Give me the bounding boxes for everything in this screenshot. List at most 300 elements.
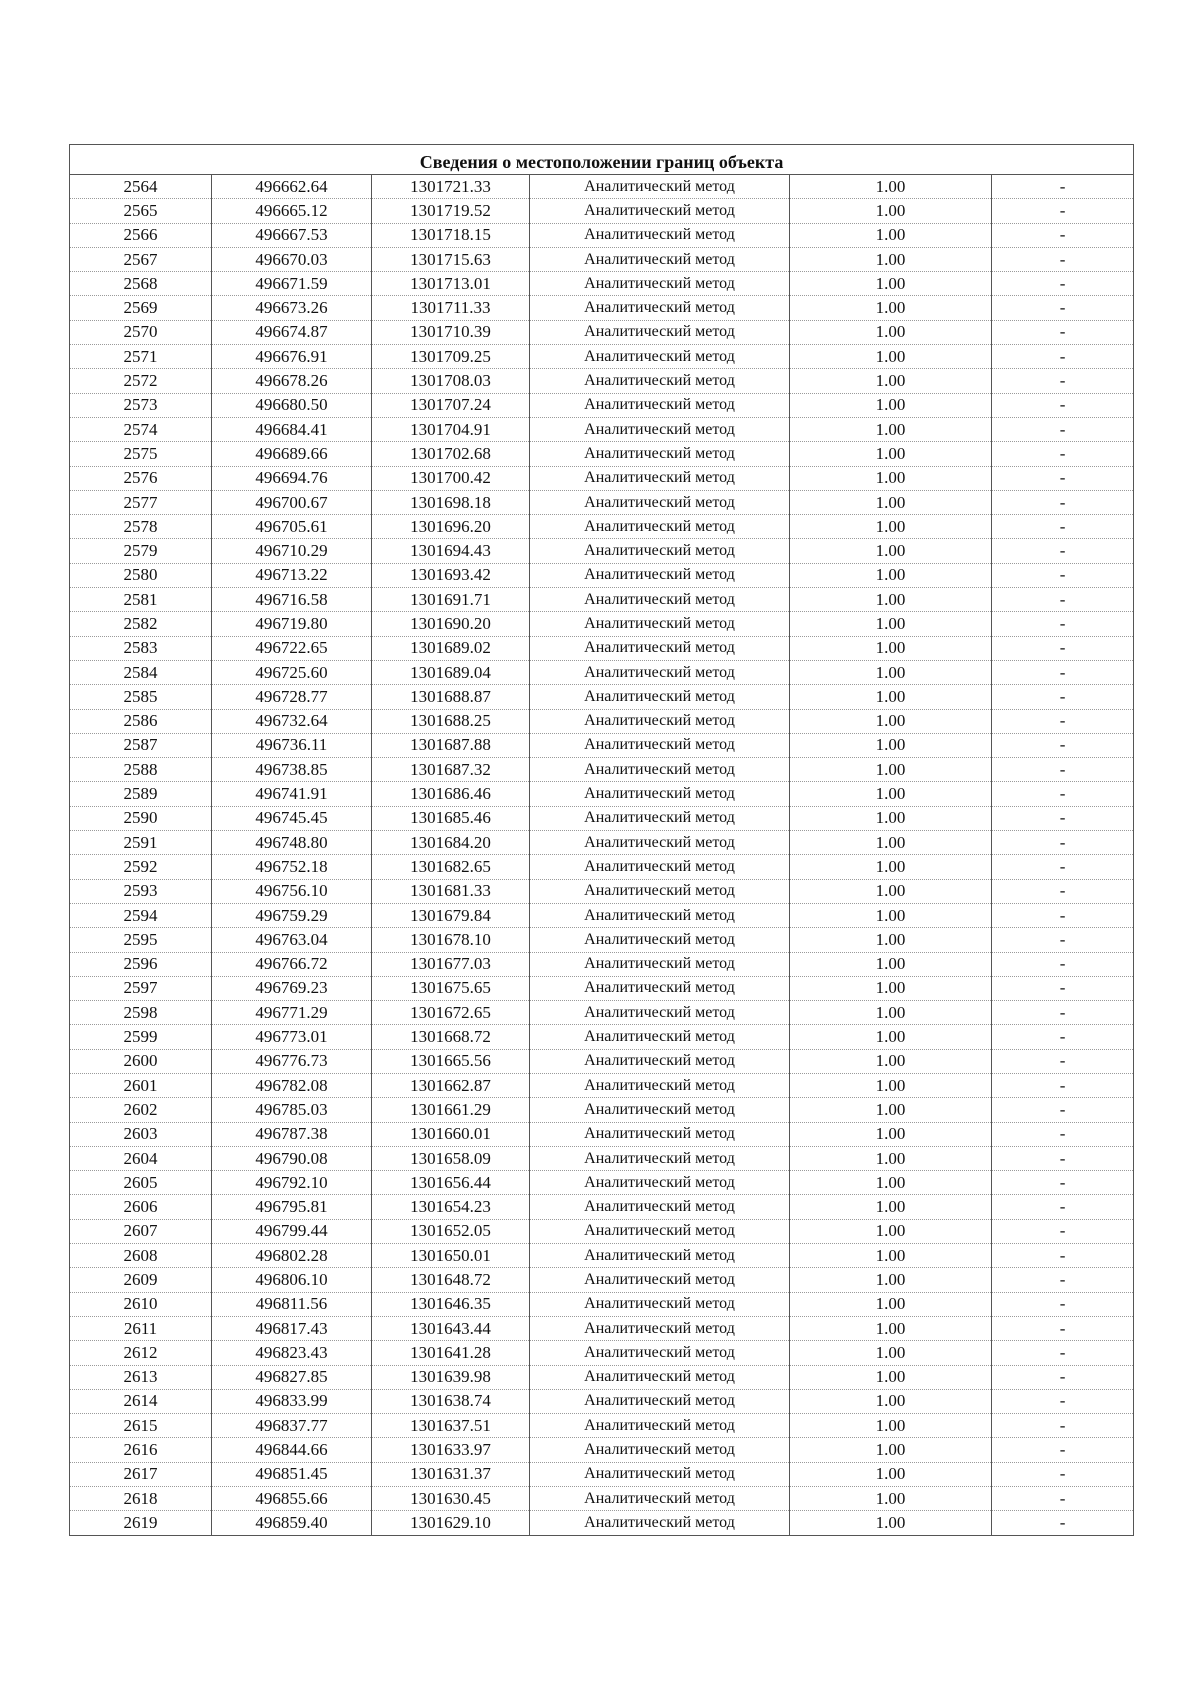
accuracy-cell: 1.00 xyxy=(790,1511,992,1535)
table-row xyxy=(70,1146,1134,1170)
accuracy-cell: 1.00 xyxy=(790,1438,992,1462)
point-number-cell: 2588 xyxy=(70,758,212,782)
table-row xyxy=(70,1073,1134,1097)
description-cell: - xyxy=(992,1025,1134,1049)
description-cell: - xyxy=(992,320,1134,344)
description-cell: - xyxy=(992,515,1134,539)
determination-method-cell: Аналитический метод xyxy=(530,320,790,344)
table-row xyxy=(70,831,1134,855)
determination-method-cell: Аналитический метод xyxy=(530,1073,790,1097)
point-number-cell: 2616 xyxy=(70,1438,212,1462)
table-row xyxy=(70,1487,1134,1511)
y-coordinate-cell: 1301650.01 xyxy=(372,1244,530,1268)
x-coordinate-cell: 496792.10 xyxy=(212,1171,372,1195)
y-coordinate-cell: 1301661.29 xyxy=(372,1098,530,1122)
accuracy-cell: 1.00 xyxy=(790,539,992,563)
table-row xyxy=(70,1001,1134,1025)
determination-method-cell: Аналитический метод xyxy=(530,1511,790,1535)
y-coordinate-cell: 1301713.01 xyxy=(372,272,530,296)
table-row xyxy=(70,928,1134,952)
table-row xyxy=(70,1292,1134,1316)
determination-method-cell: Аналитический метод xyxy=(530,636,790,660)
description-cell: - xyxy=(992,199,1134,223)
x-coordinate-cell: 496787.38 xyxy=(212,1122,372,1146)
y-coordinate-cell: 1301658.09 xyxy=(372,1146,530,1170)
table-row xyxy=(70,636,1134,660)
accuracy-cell: 1.00 xyxy=(790,1316,992,1340)
point-number-cell: 2574 xyxy=(70,417,212,441)
accuracy-cell: 1.00 xyxy=(790,952,992,976)
determination-method-cell: Аналитический метод xyxy=(530,1146,790,1170)
table-row xyxy=(70,1268,1134,1292)
y-coordinate-cell: 1301633.97 xyxy=(372,1438,530,1462)
determination-method-cell: Аналитический метод xyxy=(530,1049,790,1073)
x-coordinate-cell: 496678.26 xyxy=(212,369,372,393)
accuracy-cell: 1.00 xyxy=(790,1268,992,1292)
point-number-cell: 2619 xyxy=(70,1511,212,1535)
accuracy-cell: 1.00 xyxy=(790,490,992,514)
accuracy-cell: 1.00 xyxy=(790,199,992,223)
point-number-cell: 2605 xyxy=(70,1171,212,1195)
description-cell: - xyxy=(992,1122,1134,1146)
table-row xyxy=(70,685,1134,709)
description-cell: - xyxy=(992,588,1134,612)
accuracy-cell: 1.00 xyxy=(790,175,992,199)
point-number-cell: 2569 xyxy=(70,296,212,320)
determination-method-cell: Аналитический метод xyxy=(530,1487,790,1511)
determination-method-cell: Аналитический метод xyxy=(530,1219,790,1243)
y-coordinate-cell: 1301709.25 xyxy=(372,345,530,369)
point-number-cell: 2599 xyxy=(70,1025,212,1049)
point-number-cell: 2596 xyxy=(70,952,212,976)
point-number-cell: 2581 xyxy=(70,588,212,612)
x-coordinate-cell: 496684.41 xyxy=(212,417,372,441)
determination-method-cell: Аналитический метод xyxy=(530,515,790,539)
x-coordinate-cell: 496859.40 xyxy=(212,1511,372,1535)
y-coordinate-cell: 1301629.10 xyxy=(372,1511,530,1535)
description-cell: - xyxy=(992,612,1134,636)
x-coordinate-cell: 496817.43 xyxy=(212,1316,372,1340)
point-number-cell: 2568 xyxy=(70,272,212,296)
point-number-cell: 2600 xyxy=(70,1049,212,1073)
accuracy-cell: 1.00 xyxy=(790,976,992,1000)
table-row xyxy=(70,758,1134,782)
accuracy-cell: 1.00 xyxy=(790,928,992,952)
determination-method-cell: Аналитический метод xyxy=(530,782,790,806)
determination-method-cell: Аналитический метод xyxy=(530,1316,790,1340)
point-number-cell: 2566 xyxy=(70,223,212,247)
description-cell: - xyxy=(992,417,1134,441)
x-coordinate-cell: 496741.91 xyxy=(212,782,372,806)
accuracy-cell: 1.00 xyxy=(790,1025,992,1049)
y-coordinate-cell: 1301638.74 xyxy=(372,1389,530,1413)
accuracy-cell: 1.00 xyxy=(790,612,992,636)
description-cell: - xyxy=(992,1292,1134,1316)
y-coordinate-cell: 1301715.63 xyxy=(372,247,530,271)
point-number-cell: 2577 xyxy=(70,490,212,514)
table-row xyxy=(70,733,1134,757)
x-coordinate-cell: 496700.67 xyxy=(212,490,372,514)
table-row xyxy=(70,1341,1134,1365)
description-cell: - xyxy=(992,1001,1134,1025)
y-coordinate-cell: 1301702.68 xyxy=(372,442,530,466)
table-row xyxy=(70,855,1134,879)
description-cell: - xyxy=(992,1316,1134,1340)
y-coordinate-cell: 1301689.04 xyxy=(372,660,530,684)
description-cell: - xyxy=(992,175,1134,199)
description-cell: - xyxy=(992,733,1134,757)
determination-method-cell: Аналитический метод xyxy=(530,879,790,903)
y-coordinate-cell: 1301693.42 xyxy=(372,563,530,587)
determination-method-cell: Аналитический метод xyxy=(530,1195,790,1219)
point-number-cell: 2564 xyxy=(70,175,212,199)
accuracy-cell: 1.00 xyxy=(790,758,992,782)
point-number-cell: 2594 xyxy=(70,903,212,927)
point-number-cell: 2593 xyxy=(70,879,212,903)
x-coordinate-cell: 496728.77 xyxy=(212,685,372,709)
table-row xyxy=(70,1414,1134,1438)
point-number-cell: 2609 xyxy=(70,1268,212,1292)
table-row xyxy=(70,612,1134,636)
point-number-cell: 2595 xyxy=(70,928,212,952)
y-coordinate-cell: 1301719.52 xyxy=(372,199,530,223)
determination-method-cell: Аналитический метод xyxy=(530,1122,790,1146)
description-cell: - xyxy=(992,1341,1134,1365)
x-coordinate-cell: 496806.10 xyxy=(212,1268,372,1292)
description-cell: - xyxy=(992,1511,1134,1535)
description-cell: - xyxy=(992,685,1134,709)
table-row xyxy=(70,1195,1134,1219)
x-coordinate-cell: 496785.03 xyxy=(212,1098,372,1122)
point-number-cell: 2604 xyxy=(70,1146,212,1170)
accuracy-cell: 1.00 xyxy=(790,272,992,296)
description-cell: - xyxy=(992,345,1134,369)
x-coordinate-cell: 496771.29 xyxy=(212,1001,372,1025)
accuracy-cell: 1.00 xyxy=(790,685,992,709)
determination-method-cell: Аналитический метод xyxy=(530,175,790,199)
x-coordinate-cell: 496694.76 xyxy=(212,466,372,490)
y-coordinate-cell: 1301711.33 xyxy=(372,296,530,320)
table-row xyxy=(70,1098,1134,1122)
y-coordinate-cell: 1301639.98 xyxy=(372,1365,530,1389)
x-coordinate-cell: 496799.44 xyxy=(212,1219,372,1243)
point-number-cell: 2578 xyxy=(70,515,212,539)
description-cell: - xyxy=(992,1438,1134,1462)
determination-method-cell: Аналитический метод xyxy=(530,733,790,757)
description-cell: - xyxy=(992,1487,1134,1511)
y-coordinate-cell: 1301691.71 xyxy=(372,588,530,612)
determination-method-cell: Аналитический метод xyxy=(530,1025,790,1049)
description-cell: - xyxy=(992,1244,1134,1268)
point-number-cell: 2612 xyxy=(70,1341,212,1365)
description-cell: - xyxy=(992,223,1134,247)
determination-method-cell: Аналитический метод xyxy=(530,952,790,976)
x-coordinate-cell: 496766.72 xyxy=(212,952,372,976)
y-coordinate-cell: 1301686.46 xyxy=(372,782,530,806)
table-caption-row xyxy=(70,145,1134,175)
table-row xyxy=(70,709,1134,733)
y-coordinate-cell: 1301710.39 xyxy=(372,320,530,344)
table-row xyxy=(70,1462,1134,1486)
point-number-cell: 2598 xyxy=(70,1001,212,1025)
description-cell: - xyxy=(992,442,1134,466)
point-number-cell: 2579 xyxy=(70,539,212,563)
table-row xyxy=(70,782,1134,806)
table-row xyxy=(70,563,1134,587)
table-row xyxy=(70,976,1134,1000)
determination-method-cell: Аналитический метод xyxy=(530,1438,790,1462)
description-cell: - xyxy=(992,1365,1134,1389)
table-row xyxy=(70,1365,1134,1389)
determination-method-cell: Аналитический метод xyxy=(530,563,790,587)
determination-method-cell: Аналитический метод xyxy=(530,1365,790,1389)
x-coordinate-cell: 496759.29 xyxy=(212,903,372,927)
point-number-cell: 2573 xyxy=(70,393,212,417)
x-coordinate-cell: 496725.60 xyxy=(212,660,372,684)
table-row xyxy=(70,903,1134,927)
determination-method-cell: Аналитический метод xyxy=(530,831,790,855)
table-row xyxy=(70,1316,1134,1340)
y-coordinate-cell: 1301707.24 xyxy=(372,393,530,417)
y-coordinate-cell: 1301675.65 xyxy=(372,976,530,1000)
x-coordinate-cell: 496670.03 xyxy=(212,247,372,271)
x-coordinate-cell: 496769.23 xyxy=(212,976,372,1000)
accuracy-cell: 1.00 xyxy=(790,1195,992,1219)
x-coordinate-cell: 496722.65 xyxy=(212,636,372,660)
y-coordinate-cell: 1301704.91 xyxy=(372,417,530,441)
x-coordinate-cell: 496827.85 xyxy=(212,1365,372,1389)
accuracy-cell: 1.00 xyxy=(790,903,992,927)
table-row xyxy=(70,660,1134,684)
y-coordinate-cell: 1301685.46 xyxy=(372,806,530,830)
point-number-cell: 2585 xyxy=(70,685,212,709)
accuracy-cell: 1.00 xyxy=(790,709,992,733)
point-number-cell: 2580 xyxy=(70,563,212,587)
table-row xyxy=(70,223,1134,247)
accuracy-cell: 1.00 xyxy=(790,733,992,757)
determination-method-cell: Аналитический метод xyxy=(530,345,790,369)
description-cell: - xyxy=(992,539,1134,563)
point-number-cell: 2618 xyxy=(70,1487,212,1511)
determination-method-cell: Аналитический метод xyxy=(530,1462,790,1486)
point-number-cell: 2608 xyxy=(70,1244,212,1268)
x-coordinate-cell: 496674.87 xyxy=(212,320,372,344)
table-row xyxy=(70,466,1134,490)
y-coordinate-cell: 1301677.03 xyxy=(372,952,530,976)
accuracy-cell: 1.00 xyxy=(790,1462,992,1486)
description-cell: - xyxy=(992,490,1134,514)
point-number-cell: 2597 xyxy=(70,976,212,1000)
x-coordinate-cell: 496665.12 xyxy=(212,199,372,223)
accuracy-cell: 1.00 xyxy=(790,417,992,441)
determination-method-cell: Аналитический метод xyxy=(530,758,790,782)
point-number-cell: 2567 xyxy=(70,247,212,271)
x-coordinate-cell: 496673.26 xyxy=(212,296,372,320)
y-coordinate-cell: 1301684.20 xyxy=(372,831,530,855)
accuracy-cell: 1.00 xyxy=(790,806,992,830)
accuracy-cell: 1.00 xyxy=(790,1341,992,1365)
accuracy-cell: 1.00 xyxy=(790,393,992,417)
point-number-cell: 2565 xyxy=(70,199,212,223)
determination-method-cell: Аналитический метод xyxy=(530,685,790,709)
description-cell: - xyxy=(992,1195,1134,1219)
description-cell: - xyxy=(992,831,1134,855)
x-coordinate-cell: 496745.45 xyxy=(212,806,372,830)
accuracy-cell: 1.00 xyxy=(790,296,992,320)
determination-method-cell: Аналитический метод xyxy=(530,272,790,296)
description-cell: - xyxy=(992,1268,1134,1292)
accuracy-cell: 1.00 xyxy=(790,1122,992,1146)
accuracy-cell: 1.00 xyxy=(790,345,992,369)
point-number-cell: 2592 xyxy=(70,855,212,879)
determination-method-cell: Аналитический метод xyxy=(530,490,790,514)
description-cell: - xyxy=(992,879,1134,903)
x-coordinate-cell: 496844.66 xyxy=(212,1438,372,1462)
description-cell: - xyxy=(992,806,1134,830)
description-cell: - xyxy=(992,1389,1134,1413)
y-coordinate-cell: 1301660.01 xyxy=(372,1122,530,1146)
x-coordinate-cell: 496795.81 xyxy=(212,1195,372,1219)
table-row xyxy=(70,806,1134,830)
y-coordinate-cell: 1301637.51 xyxy=(372,1414,530,1438)
accuracy-cell: 1.00 xyxy=(790,1098,992,1122)
x-coordinate-cell: 496790.08 xyxy=(212,1146,372,1170)
table-body xyxy=(70,175,1134,1536)
x-coordinate-cell: 496782.08 xyxy=(212,1073,372,1097)
point-number-cell: 2606 xyxy=(70,1195,212,1219)
x-coordinate-cell: 496855.66 xyxy=(212,1487,372,1511)
determination-method-cell: Аналитический метод xyxy=(530,1414,790,1438)
table-row xyxy=(70,1511,1134,1535)
description-cell: - xyxy=(992,1146,1134,1170)
x-coordinate-cell: 496689.66 xyxy=(212,442,372,466)
determination-method-cell: Аналитический метод xyxy=(530,1244,790,1268)
x-coordinate-cell: 496823.43 xyxy=(212,1341,372,1365)
y-coordinate-cell: 1301687.32 xyxy=(372,758,530,782)
table-row xyxy=(70,1244,1134,1268)
point-number-cell: 2610 xyxy=(70,1292,212,1316)
table-row xyxy=(70,345,1134,369)
accuracy-cell: 1.00 xyxy=(790,1219,992,1243)
y-coordinate-cell: 1301689.02 xyxy=(372,636,530,660)
point-number-cell: 2589 xyxy=(70,782,212,806)
description-cell: - xyxy=(992,758,1134,782)
x-coordinate-cell: 496833.99 xyxy=(212,1389,372,1413)
y-coordinate-cell: 1301652.05 xyxy=(372,1219,530,1243)
table-row xyxy=(70,175,1134,199)
table-row xyxy=(70,515,1134,539)
x-coordinate-cell: 496705.61 xyxy=(212,515,372,539)
point-number-cell: 2587 xyxy=(70,733,212,757)
table-row xyxy=(70,247,1134,271)
x-coordinate-cell: 496713.22 xyxy=(212,563,372,587)
table-row xyxy=(70,199,1134,223)
y-coordinate-cell: 1301630.45 xyxy=(372,1487,530,1511)
description-cell: - xyxy=(992,976,1134,1000)
accuracy-cell: 1.00 xyxy=(790,855,992,879)
description-cell: - xyxy=(992,1073,1134,1097)
point-number-cell: 2611 xyxy=(70,1316,212,1340)
y-coordinate-cell: 1301656.44 xyxy=(372,1171,530,1195)
y-coordinate-cell: 1301665.56 xyxy=(372,1049,530,1073)
x-coordinate-cell: 496710.29 xyxy=(212,539,372,563)
table-row xyxy=(70,1122,1134,1146)
point-number-cell: 2591 xyxy=(70,831,212,855)
y-coordinate-cell: 1301662.87 xyxy=(372,1073,530,1097)
x-coordinate-cell: 496776.73 xyxy=(212,1049,372,1073)
y-coordinate-cell: 1301688.87 xyxy=(372,685,530,709)
accuracy-cell: 1.00 xyxy=(790,515,992,539)
accuracy-cell: 1.00 xyxy=(790,782,992,806)
x-coordinate-cell: 496719.80 xyxy=(212,612,372,636)
x-coordinate-cell: 496676.91 xyxy=(212,345,372,369)
table-row xyxy=(70,393,1134,417)
determination-method-cell: Аналитический метод xyxy=(530,223,790,247)
description-cell: - xyxy=(992,1171,1134,1195)
x-coordinate-cell: 496837.77 xyxy=(212,1414,372,1438)
table-row xyxy=(70,1438,1134,1462)
x-coordinate-cell: 496716.58 xyxy=(212,588,372,612)
accuracy-cell: 1.00 xyxy=(790,466,992,490)
accuracy-cell: 1.00 xyxy=(790,660,992,684)
determination-method-cell: Аналитический метод xyxy=(530,442,790,466)
y-coordinate-cell: 1301678.10 xyxy=(372,928,530,952)
x-coordinate-cell: 496802.28 xyxy=(212,1244,372,1268)
accuracy-cell: 1.00 xyxy=(790,1487,992,1511)
table-title: Сведения о местоположении границ объекта xyxy=(70,145,1134,175)
y-coordinate-cell: 1301690.20 xyxy=(372,612,530,636)
point-number-cell: 2615 xyxy=(70,1414,212,1438)
y-coordinate-cell: 1301643.44 xyxy=(372,1316,530,1340)
description-cell: - xyxy=(992,272,1134,296)
accuracy-cell: 1.00 xyxy=(790,247,992,271)
point-number-cell: 2613 xyxy=(70,1365,212,1389)
description-cell: - xyxy=(992,247,1134,271)
determination-method-cell: Аналитический метод xyxy=(530,1341,790,1365)
point-number-cell: 2617 xyxy=(70,1462,212,1486)
point-number-cell: 2576 xyxy=(70,466,212,490)
point-number-cell: 2572 xyxy=(70,369,212,393)
determination-method-cell: Аналитический метод xyxy=(530,588,790,612)
document-page xyxy=(69,144,1133,1536)
description-cell: - xyxy=(992,928,1134,952)
point-number-cell: 2603 xyxy=(70,1122,212,1146)
accuracy-cell: 1.00 xyxy=(790,563,992,587)
description-cell: - xyxy=(992,660,1134,684)
table-row xyxy=(70,490,1134,514)
table-row xyxy=(70,1049,1134,1073)
accuracy-cell: 1.00 xyxy=(790,1414,992,1438)
accuracy-cell: 1.00 xyxy=(790,223,992,247)
x-coordinate-cell: 496763.04 xyxy=(212,928,372,952)
table-row xyxy=(70,417,1134,441)
y-coordinate-cell: 1301668.72 xyxy=(372,1025,530,1049)
description-cell: - xyxy=(992,903,1134,927)
accuracy-cell: 1.00 xyxy=(790,1389,992,1413)
point-number-cell: 2582 xyxy=(70,612,212,636)
determination-method-cell: Аналитический метод xyxy=(530,199,790,223)
x-coordinate-cell: 496662.64 xyxy=(212,175,372,199)
table-row xyxy=(70,539,1134,563)
accuracy-cell: 1.00 xyxy=(790,1146,992,1170)
point-number-cell: 2570 xyxy=(70,320,212,344)
table-row xyxy=(70,952,1134,976)
description-cell: - xyxy=(992,709,1134,733)
x-coordinate-cell: 496811.56 xyxy=(212,1292,372,1316)
x-coordinate-cell: 496732.64 xyxy=(212,709,372,733)
point-number-cell: 2614 xyxy=(70,1389,212,1413)
x-coordinate-cell: 496680.50 xyxy=(212,393,372,417)
